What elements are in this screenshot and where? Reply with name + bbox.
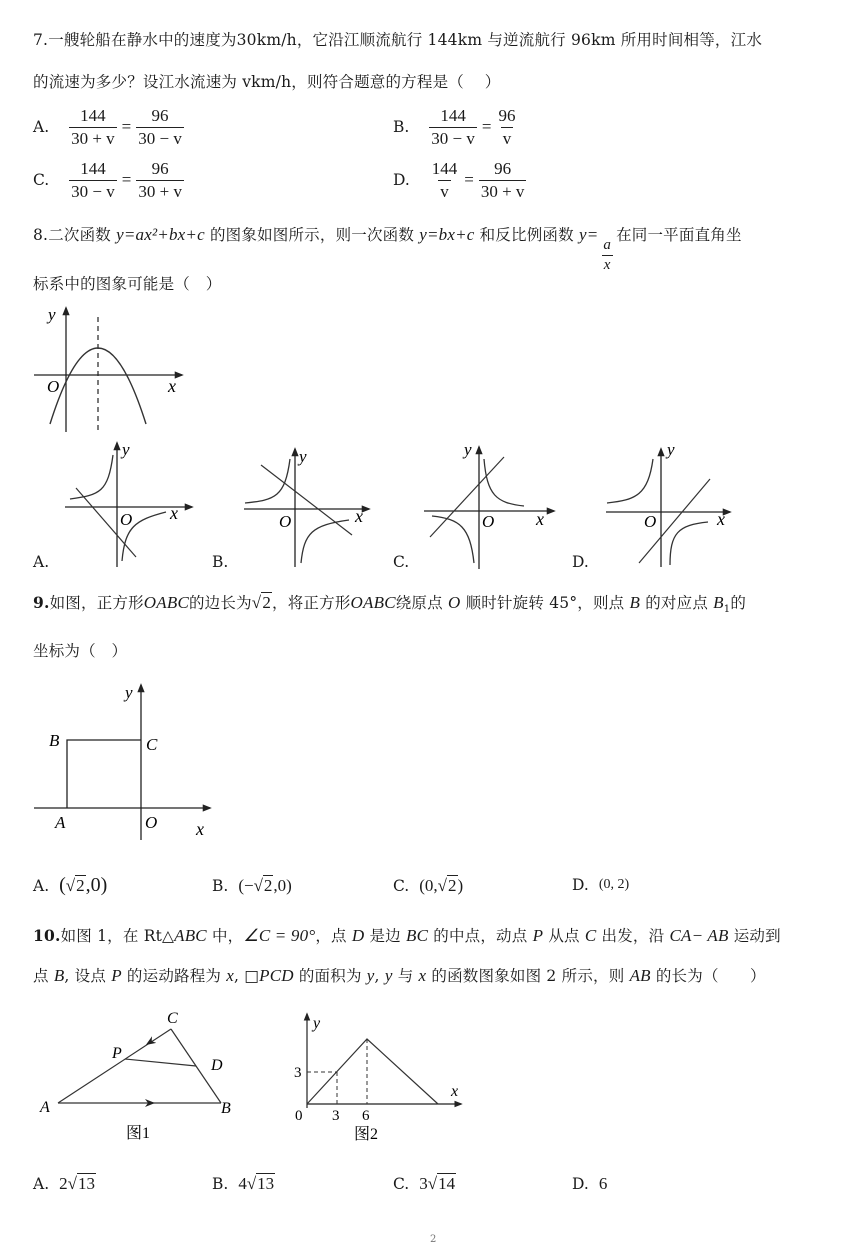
triangle-name: ABC — [174, 926, 207, 945]
text: 的中点，动点 — [428, 927, 533, 945]
figure-caption: 图2 — [354, 1126, 379, 1143]
fraction — [69, 159, 117, 201]
text: 二次函数 — [48, 226, 117, 244]
q8-option-b-label[interactable]: B. — [212, 553, 229, 571]
coefficient: 2 — [59, 1174, 68, 1193]
angle-expression: ∠C = 90° — [243, 926, 316, 945]
text: 在同一平面直角坐 — [616, 226, 742, 244]
y-label: y — [122, 440, 130, 459]
radicand: 2 — [263, 876, 273, 895]
fraction — [430, 159, 460, 201]
fraction — [136, 106, 184, 148]
x-label: x — [355, 506, 363, 526]
radicand: 13 — [77, 1174, 95, 1193]
point-b: B — [629, 593, 641, 612]
option-label: C. — [393, 877, 410, 895]
text: 和反比例函数 — [474, 226, 579, 244]
q8-number: 8. — [33, 226, 49, 244]
denominator: 30 + v — [71, 128, 115, 148]
quadratic-function: y=ax²+bx+c — [116, 225, 205, 244]
y-label: y — [464, 440, 472, 459]
segment-bc: BC — [406, 926, 429, 945]
coefficient: 3 — [419, 1174, 428, 1193]
coefficient: 4 — [238, 1174, 247, 1193]
paren: ( — [59, 874, 66, 896]
hyperbola-branch — [245, 459, 290, 503]
q9-number: 9. — [33, 593, 50, 612]
radicand: 13 — [257, 1174, 275, 1193]
origin-label: 0 — [295, 1108, 303, 1124]
sqrt-expression: √2 — [251, 593, 272, 612]
q8-line1 — [33, 223, 742, 275]
numerator: a — [603, 237, 612, 253]
side-ac — [58, 1029, 171, 1103]
figure-caption: 图1 — [126, 1125, 151, 1142]
text: 的函数图象如图 2 所示，则 — [426, 967, 630, 985]
label-p: P — [112, 1045, 122, 1062]
denominator: 30 − v — [138, 128, 182, 148]
x-label: x — [536, 509, 544, 529]
sqrt-expression: √2 — [437, 876, 457, 895]
fraction — [496, 106, 517, 148]
q8-option-c-graph[interactable] — [420, 437, 560, 572]
text: 从点 — [543, 927, 585, 945]
point-c: C — [584, 926, 597, 945]
label-c: C — [146, 735, 158, 754]
q10-figure1-triangle — [30, 1003, 260, 1148]
option-label: A. — [33, 1175, 50, 1193]
q7-option-a[interactable] — [33, 106, 187, 148]
sqrt-expression: √14 — [427, 1174, 456, 1193]
y-label: y — [48, 305, 56, 324]
sqrt-expression: √13 — [67, 1174, 95, 1193]
text: 的图象如图所示，则一次函数 — [204, 226, 420, 244]
text: 的边长为 — [188, 594, 252, 612]
q8-option-a-label[interactable]: A. — [33, 553, 50, 571]
q10-number: 10. — [33, 926, 61, 945]
label-a: A — [55, 813, 66, 832]
text: 中， — [206, 927, 244, 945]
page-number: 2 — [430, 1234, 437, 1245]
text: 与 — [392, 967, 419, 985]
q8-option-c-label[interactable]: C. — [393, 553, 410, 571]
sqrt-expression: √2 — [253, 876, 273, 895]
label-o: O — [145, 813, 158, 832]
x-label: x — [717, 509, 725, 529]
paren: ,0) — [273, 876, 292, 895]
numerator: 144 — [80, 106, 106, 125]
option-label: A. — [33, 877, 50, 895]
point-d: D — [351, 926, 365, 945]
equals-sign: = — [121, 170, 132, 190]
q9-option-c[interactable] — [393, 876, 463, 896]
point-p: P — [111, 966, 122, 985]
q9-square-figure — [30, 680, 220, 845]
var-x: x — [418, 966, 427, 985]
x-tick-label: 3 — [332, 1108, 340, 1124]
q10-line2 — [33, 964, 766, 986]
denominator: x — [603, 257, 611, 274]
q9-line2: 坐标为（ ） — [33, 642, 128, 660]
linear-function: y=bx+c — [419, 225, 475, 244]
x-label: x — [451, 1083, 459, 1100]
text: ，将正方形 — [272, 594, 351, 612]
equals-sign: = — [464, 170, 474, 190]
origin-label: O — [120, 510, 133, 529]
point-b: B — [53, 966, 65, 985]
label-b: B — [49, 731, 60, 750]
parabola-curve — [50, 348, 146, 424]
subscript: 1 — [723, 604, 731, 616]
point-o: O — [447, 593, 461, 612]
text: 的长为（ ） — [650, 967, 766, 985]
origin-label: O — [47, 377, 60, 396]
origin-label: O — [279, 512, 292, 531]
y-tick-label: 3 — [294, 1065, 302, 1081]
q10-option-a[interactable] — [33, 1174, 96, 1194]
origin-label: O — [644, 512, 657, 531]
label-c: C — [167, 1010, 178, 1027]
text: 的对应点 — [640, 594, 714, 612]
square-name: OABC — [350, 593, 396, 612]
q8-main-graph — [30, 302, 190, 437]
denominator: 30 + v — [138, 181, 182, 201]
text: , 设点 — [64, 967, 112, 985]
text: 是边 — [364, 927, 406, 945]
numerator: 96 — [494, 159, 512, 178]
x-label: x — [168, 376, 176, 396]
option-label: C. — [33, 171, 50, 190]
denominator: v — [502, 128, 512, 148]
paren: ) — [457, 876, 464, 895]
q7-option-b[interactable] — [393, 106, 520, 148]
text: 的面积为 — [293, 967, 367, 985]
line-graph — [261, 465, 352, 535]
x-label: x — [196, 819, 204, 839]
text: 如图 1，在 Rt△ — [60, 927, 175, 945]
equals-sign: = — [481, 117, 492, 137]
equals-sign: = — [121, 117, 132, 137]
numerator: 96 — [151, 106, 169, 125]
denominator: 30 + v — [480, 181, 525, 201]
segment-pd — [125, 1059, 196, 1066]
inverse-function-fraction — [601, 237, 613, 275]
sqrt-expression: √13 — [246, 1174, 275, 1193]
fraction — [136, 159, 184, 201]
fraction — [479, 159, 527, 201]
radicand: 2 — [262, 593, 272, 612]
text: 顺时针旋转 45°，则点 — [460, 594, 630, 612]
segment-ab: AB — [629, 966, 651, 985]
function-line — [307, 1039, 438, 1104]
text: 运动到 — [728, 927, 781, 945]
numerator: 144 — [80, 159, 106, 178]
origin-label: O — [482, 512, 495, 531]
hyperbola-branch — [70, 455, 113, 499]
square-name: OABC — [143, 593, 189, 612]
hyperbola-branch — [607, 459, 653, 503]
option-label: B. — [393, 118, 410, 137]
q8-option-b-graph[interactable] — [237, 437, 387, 572]
option-value: 6 — [598, 1174, 608, 1193]
q9-option-a[interactable] — [33, 874, 107, 897]
point-p: P — [532, 926, 544, 945]
q9-option-b[interactable] — [212, 876, 292, 896]
option-value: (0, 2) — [598, 877, 630, 892]
option-label: C. — [393, 1175, 410, 1193]
var-y: y — [384, 966, 393, 985]
text: , — [374, 967, 385, 985]
y-label: y — [125, 683, 133, 702]
paren: (− — [238, 876, 254, 895]
hyperbola-branch — [432, 516, 474, 563]
q7-text-1: 一艘轮船在静水中的速度为30km/h，它沿江顺流航行 144km 与逆流航行 96km 所用时间相等，江水 — [48, 31, 763, 49]
paren: (0, — [419, 876, 438, 895]
option-label: D. — [393, 171, 410, 190]
y-label: y — [313, 1015, 321, 1032]
numerator: 144 — [440, 106, 466, 125]
q9-line1 — [33, 591, 746, 615]
q10-line1 — [33, 924, 781, 946]
text: 如图，正方形 — [49, 594, 144, 612]
paren: ,0) — [85, 874, 108, 896]
hyperbola-branch — [484, 459, 524, 506]
x-tick-label: 6 — [362, 1108, 370, 1124]
sqrt-expression: √2 — [65, 876, 85, 895]
triangle-pcd: PCD — [259, 966, 294, 985]
radicand: 14 — [438, 1174, 456, 1193]
var-y: y — [366, 966, 375, 985]
x-label: x — [170, 503, 178, 523]
q8-option-d-graph[interactable] — [600, 437, 740, 572]
var-x: x — [226, 966, 235, 985]
q7-number: 7. — [33, 31, 49, 49]
point-b1: B — [713, 593, 724, 612]
y-label: y — [299, 447, 307, 466]
fraction — [69, 106, 117, 148]
option-label: A. — [33, 118, 50, 137]
numerator: 144 — [431, 159, 458, 178]
square-oabc — [67, 740, 141, 808]
text: 的运动路程为 — [121, 967, 227, 985]
label-a: A — [40, 1099, 50, 1116]
label-d: D — [211, 1057, 223, 1074]
numerator: 96 — [151, 159, 169, 178]
denominator: 30 − v — [71, 181, 115, 201]
option-label: B. — [212, 877, 229, 895]
fraction — [429, 106, 477, 148]
y-label: y — [667, 440, 675, 459]
path-expression: CA− AB — [669, 926, 729, 945]
label-b: B — [221, 1100, 231, 1117]
text: ，点 — [315, 927, 352, 945]
q8-option-d-label[interactable]: D. — [572, 553, 589, 571]
inverse-function-lhs: y= — [578, 225, 599, 244]
q10-option-d[interactable] — [572, 1174, 607, 1194]
radicand: 2 — [76, 876, 85, 895]
numerator: 96 — [498, 106, 516, 125]
q7-option-c[interactable] — [33, 159, 187, 201]
q10-figure2-graph — [285, 1008, 470, 1148]
q8-option-a-graph[interactable] — [30, 437, 200, 572]
denominator: v — [440, 181, 449, 201]
q7-line1 — [33, 28, 762, 50]
text: 出发，沿 — [596, 927, 670, 945]
q10-option-b[interactable] — [212, 1174, 275, 1194]
radicand: 2 — [448, 876, 457, 895]
q10-option-c[interactable] — [393, 1174, 456, 1194]
q7-option-d[interactable] — [393, 159, 529, 201]
text: 绕原点 — [395, 594, 448, 612]
option-label: D. — [572, 876, 589, 894]
option-label: B. — [212, 1175, 229, 1193]
option-label: D. — [572, 1175, 589, 1193]
q7-line2: 的流速为多少？设江水流速为 vkm/h，则符合题意的方程是（ ） — [33, 73, 501, 91]
text: 点 — [33, 967, 54, 985]
q8-line2: 标系中的图象可能是（ ） — [33, 275, 222, 293]
q9-option-d[interactable] — [572, 876, 629, 894]
denominator: 30 − v — [431, 128, 475, 148]
hyperbola-branch — [670, 522, 708, 565]
text: , □ — [234, 967, 260, 985]
text: 的 — [730, 594, 747, 612]
